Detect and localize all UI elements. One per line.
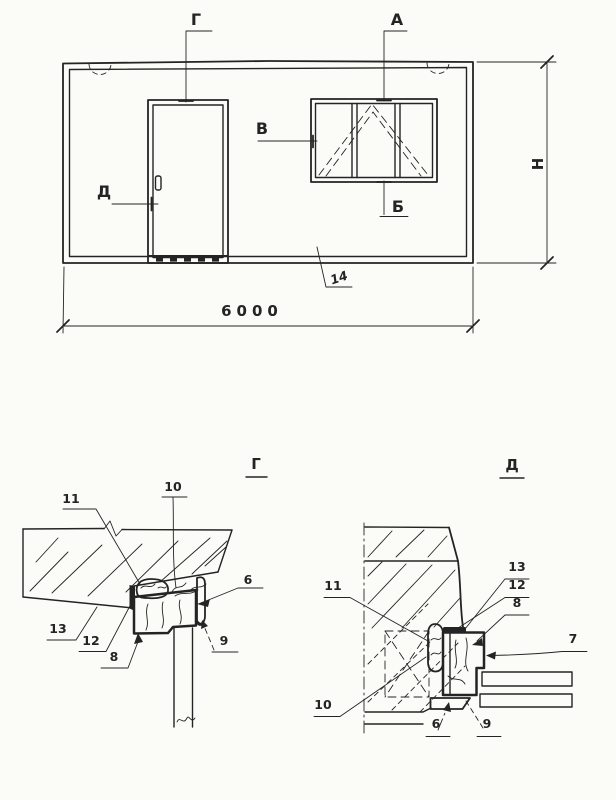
window-mullion-left [352,104,357,178]
window-frame-inner [316,104,433,178]
svg-text:10: 10 [314,697,332,712]
wall-inner-outline [70,68,467,257]
window-opening-dashes-2 [326,112,421,176]
detail-d-title [500,456,524,478]
svg-text:12: 12 [508,577,526,592]
wood-grain [146,600,181,630]
detail-section-d [314,456,587,737]
svg-text:7: 7 [568,631,578,646]
detail-g-wall-panel [23,521,232,611]
view-mark-v [256,119,317,148]
hatching [368,530,460,628]
hidden-frame-outline [385,631,429,697]
wall-panel [63,61,473,263]
dim-width-value: 6000 [221,302,283,320]
wall-outer-outline [63,61,473,263]
view-letter-v: В [255,119,269,138]
dim-ext-left [63,267,64,333]
section-mark-b-bottom [377,181,408,217]
window-opening-dashes-1 [319,104,428,175]
section-letter-b: Б [391,197,405,216]
detail-g-sealant-squiggles [172,583,206,596]
svg-text:8: 8 [512,595,522,610]
section-mark-g-top [179,10,212,102]
detail-d-title-letter: Д [505,456,519,474]
callout-11 [62,491,140,584]
svg-text:13: 13 [49,621,67,636]
elevation-view [57,10,556,333]
view-letter-d: Д [96,182,112,201]
svg-text:9: 9 [482,716,492,731]
break-mark [104,521,122,536]
section-letter-a: А [390,10,404,29]
section-mark-a-top [377,10,407,101]
dimension-width [57,267,479,333]
svg-text:6: 6 [431,716,441,731]
detail-d-gasket [428,624,443,672]
callout-10 [162,479,187,588]
svg-text:10: 10 [164,479,182,494]
detail-section-g [23,455,267,727]
dimension-height [477,56,556,269]
wood-grain [448,638,468,684]
door-frame-outer [148,100,228,263]
door [148,100,228,263]
svg-text:6: 6 [243,572,253,587]
detail-g-door-leaf [174,628,195,727]
detail-d-bottom-lip [431,698,471,709]
door-handle [156,176,162,190]
callout-8 [101,633,143,668]
callout-7 [486,631,587,660]
section-letter-g: Г [190,10,202,29]
window-mullion-right [395,104,400,178]
svg-text:13: 13 [508,559,526,574]
callout-14 [317,247,352,287]
callout-13 [465,559,529,629]
window [311,99,437,182]
detail-g-title [246,455,267,477]
detail-g-callouts [47,479,263,668]
svg-text:8: 8 [109,649,119,664]
callout-11 [324,578,428,641]
callout-8 [472,595,529,646]
window-frame-outer [311,99,437,182]
svg-text:11: 11 [324,578,342,593]
detail-d-siding-strips [480,672,572,707]
detail-g-title-letter: Г [251,455,261,473]
svg-text:12: 12 [82,633,100,648]
callout-14-number: 14 [328,267,350,288]
dim-height-value: Н [529,157,547,171]
callout-6 [197,572,263,607]
callout-12 [79,602,132,652]
svg-text:9: 9 [219,633,229,648]
callout-9 [201,620,238,652]
callout-10 [314,657,426,717]
door-frame-inner [153,105,223,258]
svg-text:11: 11 [62,491,80,506]
